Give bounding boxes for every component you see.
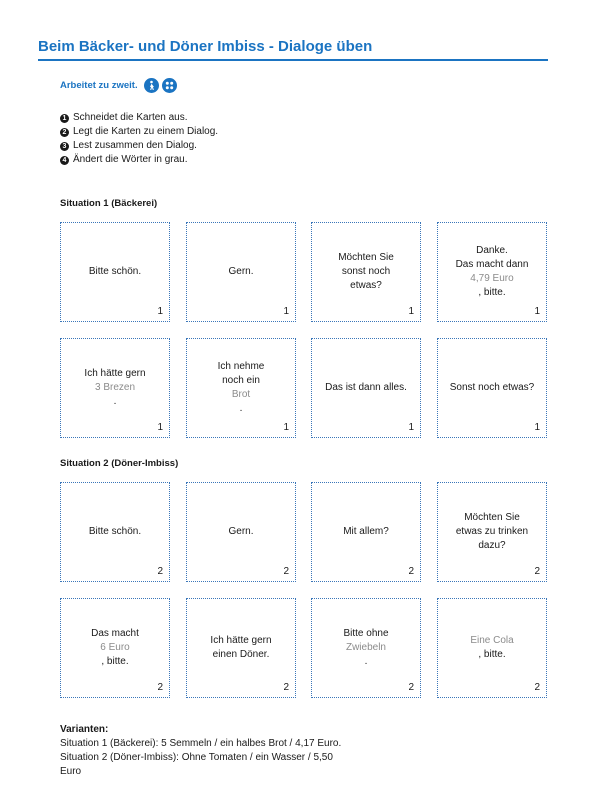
- card-text: sonst noch: [341, 266, 391, 277]
- card-number: 1: [408, 306, 414, 317]
- dialog-card: [311, 222, 421, 322]
- dialog-card: [60, 598, 170, 698]
- step-item: [60, 125, 218, 139]
- dialog-card: [437, 338, 547, 438]
- variants-heading: Varianten:: [60, 724, 109, 735]
- card-text: etwas zu trinken: [455, 526, 529, 537]
- card-text: Möchten Sie: [338, 252, 394, 263]
- dialog-card: [186, 482, 296, 582]
- dialog-card: [437, 482, 547, 582]
- card-text: dazu?: [478, 540, 506, 551]
- pair-work-icon: [144, 78, 159, 93]
- card-text: .: [239, 403, 243, 414]
- situation1-heading: Situation 1 (Bäckerei): [60, 198, 158, 209]
- group-icon: [162, 78, 177, 93]
- card-text: Das macht dann: [455, 259, 529, 270]
- dialog-card: [60, 222, 170, 322]
- situation2-card-grid: [60, 482, 548, 702]
- grey-word: Zwiebeln: [345, 642, 386, 653]
- card-text: , bitte.: [478, 649, 506, 660]
- card-text: , bitte.: [478, 287, 506, 298]
- card-text: Gern.: [228, 266, 254, 277]
- step-number: 4: [60, 156, 69, 165]
- card-text: Sonst noch etwas?: [449, 382, 535, 393]
- step-number: 3: [60, 142, 69, 151]
- variants-line: Situation 2 (Döner-Imbiss): Ohne Tomaten / ein Wasser / 5,50: [60, 752, 333, 763]
- card-number: 2: [408, 566, 414, 577]
- dialog-card: [311, 338, 421, 438]
- dialog-card: [186, 338, 296, 438]
- card-text: Bitte ohne: [343, 628, 389, 639]
- card-text: Ich nehme: [217, 361, 265, 372]
- card-number: 1: [157, 422, 163, 433]
- card-number: 2: [283, 682, 289, 693]
- grey-word: Brot: [231, 389, 251, 400]
- card-number: 1: [534, 306, 540, 317]
- step-item: [60, 139, 218, 153]
- card-text: Das ist dann alles.: [325, 382, 407, 393]
- card-number: 2: [534, 566, 540, 577]
- step-text: Legt die Karten zu einem Dialog.: [73, 126, 219, 137]
- grey-word: 6 Euro: [100, 642, 130, 653]
- title-divider: [38, 59, 548, 61]
- card-text: Ich hätte gern: [84, 368, 146, 379]
- instruction-text: Arbeitet zu zweit.: [60, 80, 138, 91]
- situation2-heading: Situation 2 (Döner-Imbiss): [60, 458, 179, 469]
- card-text: Bitte schön.: [88, 266, 142, 277]
- card-text: einen Döner.: [212, 649, 270, 660]
- dialog-card: [437, 598, 547, 698]
- card-number: 1: [408, 422, 414, 433]
- step-item: [60, 111, 218, 125]
- step-text: Ändert die Wörter in grau.: [73, 154, 188, 165]
- card-text: Gern.: [228, 526, 254, 537]
- step-item: [60, 153, 218, 167]
- grey-word: Eine Cola: [470, 635, 514, 646]
- grey-word: 4,79 Euro: [470, 273, 514, 284]
- variants-line: Situation 1 (Bäckerei): 5 Semmeln / ein halbes Brot / 4,17 Euro.: [60, 738, 342, 749]
- card-text: .: [113, 396, 117, 407]
- step-number: 1: [60, 114, 69, 123]
- dialog-card: [60, 338, 170, 438]
- dialog-card: [186, 222, 296, 322]
- situation1-card-grid: [60, 222, 548, 442]
- step-text: Lest zusammen den Dialog.: [73, 140, 197, 151]
- instruction-row: [60, 78, 177, 93]
- page-title: Beim Bäcker- und Döner Imbiss - Dialoge üben: [38, 38, 373, 55]
- grey-word: 3 Brezen: [94, 382, 136, 393]
- dialog-card: [311, 598, 421, 698]
- card-number: 2: [534, 682, 540, 693]
- step-number: 2: [60, 128, 69, 137]
- card-number: 1: [534, 422, 540, 433]
- variants-line: Euro: [60, 766, 82, 777]
- card-number: 1: [283, 306, 289, 317]
- card-text: , bitte.: [101, 656, 129, 667]
- step-text: Schneidet die Karten aus.: [73, 112, 188, 123]
- card-text: Mit allem?: [343, 526, 389, 537]
- card-text: Das macht: [91, 628, 139, 639]
- card-text: noch ein: [222, 375, 260, 386]
- dialog-card: [437, 222, 547, 322]
- card-text: Möchten Sie: [464, 512, 520, 523]
- card-number: 2: [157, 566, 163, 577]
- dialog-card: [311, 482, 421, 582]
- card-number: 2: [283, 566, 289, 577]
- card-text: etwas?: [350, 280, 382, 291]
- card-text: Danke.: [476, 245, 508, 256]
- dialog-card: [186, 598, 296, 698]
- instruction-steps: [60, 111, 218, 167]
- card-number: 2: [157, 682, 163, 693]
- card-number: 1: [157, 306, 163, 317]
- card-text: .: [364, 656, 368, 667]
- card-text: Ich hätte gern: [210, 635, 272, 646]
- card-number: 1: [283, 422, 289, 433]
- dialog-card: [60, 482, 170, 582]
- variants-section: [60, 723, 380, 779]
- card-text: Bitte schön.: [88, 526, 142, 537]
- card-number: 2: [408, 682, 414, 693]
